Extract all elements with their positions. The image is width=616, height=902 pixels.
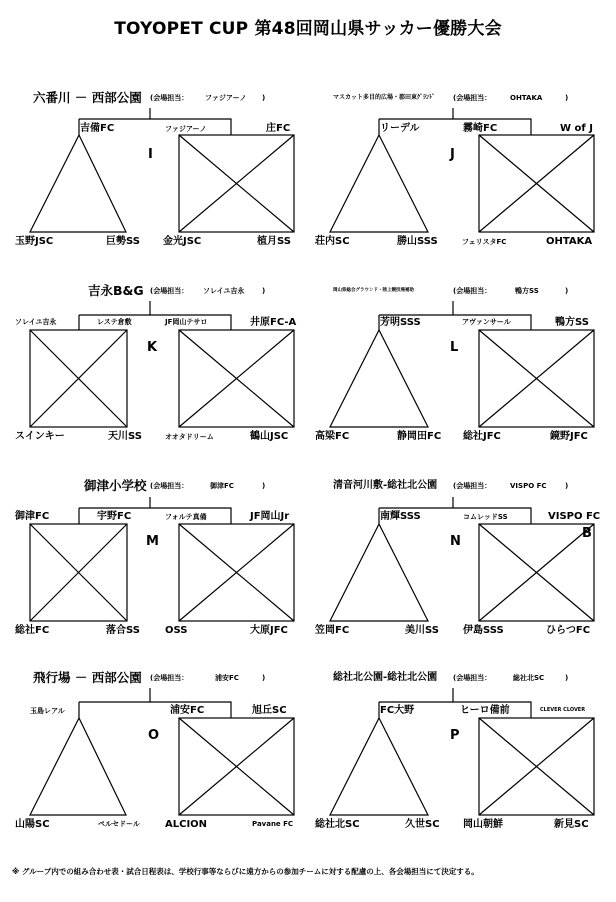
group-p-team-1: FC大野 bbox=[380, 705, 415, 716]
group-l-team-1: 芳明SSS bbox=[380, 317, 421, 328]
group-m-box-right-cross bbox=[179, 524, 294, 621]
group-i-box-cross bbox=[179, 135, 294, 232]
group-o-venue: 飛行場 － 西部公園 bbox=[33, 670, 142, 685]
group-n-letter: N bbox=[450, 534, 461, 549]
group-o-box-cross bbox=[179, 718, 294, 815]
group-k-box-right-cross bbox=[179, 330, 294, 427]
group-o-connector bbox=[79, 688, 231, 718]
group-m-team-2: 宇野FC bbox=[97, 511, 132, 522]
group-n-venue: 清音河川敷-総社北公園 bbox=[333, 480, 438, 491]
group-n-team-2: コムレッドSS bbox=[463, 513, 508, 521]
group-n-host: VISPO FC bbox=[510, 482, 547, 490]
group-n-triangle bbox=[330, 524, 428, 621]
group-p-team-4: 総社北SC bbox=[315, 819, 360, 830]
group-j-team-7: OHTAKA bbox=[546, 236, 593, 247]
group-n-host-close: ) bbox=[565, 482, 569, 490]
group-k-team-8: 鶴山JSC bbox=[250, 431, 289, 442]
group-l-host-close: ) bbox=[565, 287, 569, 295]
group-j-box-cross bbox=[479, 135, 594, 232]
group-i-team-6: 金光JSC bbox=[163, 236, 202, 247]
group-m-letter: M bbox=[146, 534, 159, 549]
group-j-team-4: 荘内SC bbox=[315, 236, 350, 247]
group-n-team-4: 笠岡FC bbox=[315, 625, 350, 636]
group-n-team-1: 南輝SSS bbox=[380, 511, 421, 522]
group-i-venue: 六番川 － 西部公園 bbox=[33, 90, 142, 105]
group-j-host-close: ) bbox=[565, 94, 569, 102]
group-k-team-4: 井原FC-A bbox=[250, 317, 297, 328]
group-o-team-5: ペルセドール bbox=[98, 820, 140, 828]
group-j-team-5: 勝山SSS bbox=[397, 236, 438, 247]
group-i-team-7: 植月SS bbox=[257, 236, 291, 247]
group-j-venue: マスカット多目的広場・郡田東ｸﾞﾗﾝﾄﾞ bbox=[333, 94, 435, 101]
group-n-team-5: 美川SS bbox=[405, 625, 439, 636]
group-j-team-3: W of J bbox=[560, 123, 593, 134]
group-l-letter: L bbox=[450, 340, 459, 355]
group-m-team-7: OSS bbox=[165, 625, 188, 636]
group-n-team-3: VISPO FC bbox=[548, 511, 601, 522]
group-p-team-6: 岡山朝鮮 bbox=[463, 819, 503, 830]
group-i-team-3: 庄FC bbox=[266, 123, 291, 134]
group-k-host-label: (会場担当： bbox=[150, 287, 189, 295]
group-i-host-label: (会場担当： bbox=[150, 94, 189, 102]
group-j-triangle bbox=[330, 135, 428, 232]
group-o-team-4: 山陽SC bbox=[15, 819, 50, 830]
group-k-team-6: 天川SS bbox=[108, 431, 142, 442]
group-m-host-label: (会場担当： bbox=[150, 482, 189, 490]
group-n-box-cross bbox=[479, 524, 594, 621]
group-k-team-1: ソレイユ吉永 bbox=[15, 318, 57, 326]
group-m-team-3: フォルテ真備 bbox=[165, 513, 207, 521]
group-p-host: 総社北SC bbox=[513, 674, 545, 682]
group-l-box-cross bbox=[479, 330, 594, 427]
group-p-team-5: 久世SC bbox=[405, 819, 440, 830]
group-l-host-label: (会場担当： bbox=[453, 287, 492, 295]
footnote: ※ グループ内での組み合わせ表・試合日程表は、学校行事等ならびに遠方からの参加チームに対する配慮の上、各会場担当にて決定する。 bbox=[12, 867, 479, 876]
group-l-team-3: 鴨方SS bbox=[555, 317, 589, 328]
group-l-team-4: 高梁FC bbox=[315, 431, 350, 442]
group-p-host-close: ) bbox=[565, 674, 569, 682]
group-k-box-left-cross bbox=[30, 330, 127, 427]
group-i-team-4: 玉野JSC bbox=[15, 236, 54, 247]
group-l-team-7: 鏡野JFC bbox=[550, 431, 588, 442]
group-p-team-3: CLEVER CLOVER bbox=[540, 707, 586, 713]
group-m-host-close: ) bbox=[262, 482, 266, 490]
group-o-triangle bbox=[30, 718, 126, 815]
group-n-extra-b: B bbox=[582, 526, 592, 541]
group-p-team-2: ヒーロ備前 bbox=[460, 705, 510, 716]
group-k-team-3: JF岡山テサロ bbox=[165, 318, 208, 326]
group-i-team-2: ファジアーノ bbox=[165, 125, 207, 133]
group-p-letter: P bbox=[450, 728, 460, 743]
group-o-team-7: Pavane FC bbox=[252, 820, 294, 828]
group-k-team-7: オオタドリーム bbox=[165, 433, 214, 441]
group-i-host: ファジアーノ bbox=[205, 94, 247, 102]
group-m-team-6: 落合SS bbox=[106, 625, 140, 636]
group-i-team-1: 吉備FC bbox=[80, 123, 115, 134]
group-l-team-2: アヴァンサール bbox=[462, 318, 511, 326]
group-o-team-2: 浦安FC bbox=[170, 705, 205, 716]
group-j-letter: J bbox=[450, 147, 455, 162]
group-n-team-6: 伊島SSS bbox=[463, 625, 504, 636]
group-k-venue: 吉永B&G bbox=[88, 283, 144, 298]
group-o-team-6: ALCION bbox=[165, 819, 208, 830]
group-m-box-left-cross bbox=[30, 524, 127, 621]
group-p-triangle bbox=[330, 718, 428, 815]
group-o-letter: O bbox=[148, 728, 160, 743]
group-m-team-5: 総社FC bbox=[15, 625, 50, 636]
group-n-host-label: (会場担当： bbox=[453, 482, 492, 490]
group-m-team-1: 御津FC bbox=[15, 511, 50, 522]
group-j-team-1: リーデル bbox=[380, 123, 420, 134]
group-k-letter: K bbox=[147, 340, 158, 355]
group-k-team-2: レステ倉敷 bbox=[97, 318, 132, 326]
group-p-host-label: (会場担当： bbox=[453, 674, 492, 682]
group-o-host-close: ) bbox=[262, 674, 266, 682]
group-n-team-7: ひらつFC bbox=[546, 625, 591, 636]
group-p-team-7: 新見SC bbox=[554, 819, 589, 830]
group-l-team-6: 総社JFC bbox=[463, 431, 501, 442]
group-p-box-cross bbox=[479, 718, 594, 815]
group-l-team-5: 静岡田FC bbox=[397, 431, 442, 442]
group-p-venue: 総社北公園-総社北公園 bbox=[333, 672, 438, 683]
group-j-team-2: 霧崎FC bbox=[463, 123, 498, 134]
group-o-host: 浦安FC bbox=[215, 674, 239, 682]
group-k-host-close: ) bbox=[262, 287, 266, 295]
group-k-team-5: スインキー bbox=[15, 431, 65, 442]
group-k-host: ソレイユ吉永 bbox=[203, 287, 245, 295]
group-j-host: OHTAKA bbox=[510, 94, 543, 102]
group-j-host-label: (会場担当： bbox=[453, 94, 492, 102]
group-o-team-3: 旭丘SC bbox=[252, 705, 287, 716]
group-l-host: 鴨方SS bbox=[515, 287, 539, 295]
group-j-team-6: フェリスタFC bbox=[462, 238, 507, 246]
group-m-team-4: JF岡山Jr bbox=[250, 511, 290, 522]
group-m-team-8: 大原JFC bbox=[250, 625, 288, 636]
group-m-host: 御津FC bbox=[210, 482, 234, 490]
group-o-team-1: 玉島レアル bbox=[30, 707, 65, 715]
group-i-triangle bbox=[30, 135, 126, 232]
group-i-host-close: ) bbox=[262, 94, 266, 102]
group-i-letter: I bbox=[148, 147, 153, 162]
group-o-host-label: (会場担当： bbox=[150, 674, 189, 682]
group-l-venue: 岡山県総合グラウンド・陸上競技場補助 bbox=[333, 288, 414, 293]
group-i-team-5: 巨勢SS bbox=[106, 236, 140, 247]
group-m-venue: 御津小学校 bbox=[84, 478, 147, 493]
page-title: TOYOPET CUP 第48回岡山県サッカー優勝大会 bbox=[114, 19, 502, 39]
group-l-triangle bbox=[330, 330, 428, 427]
